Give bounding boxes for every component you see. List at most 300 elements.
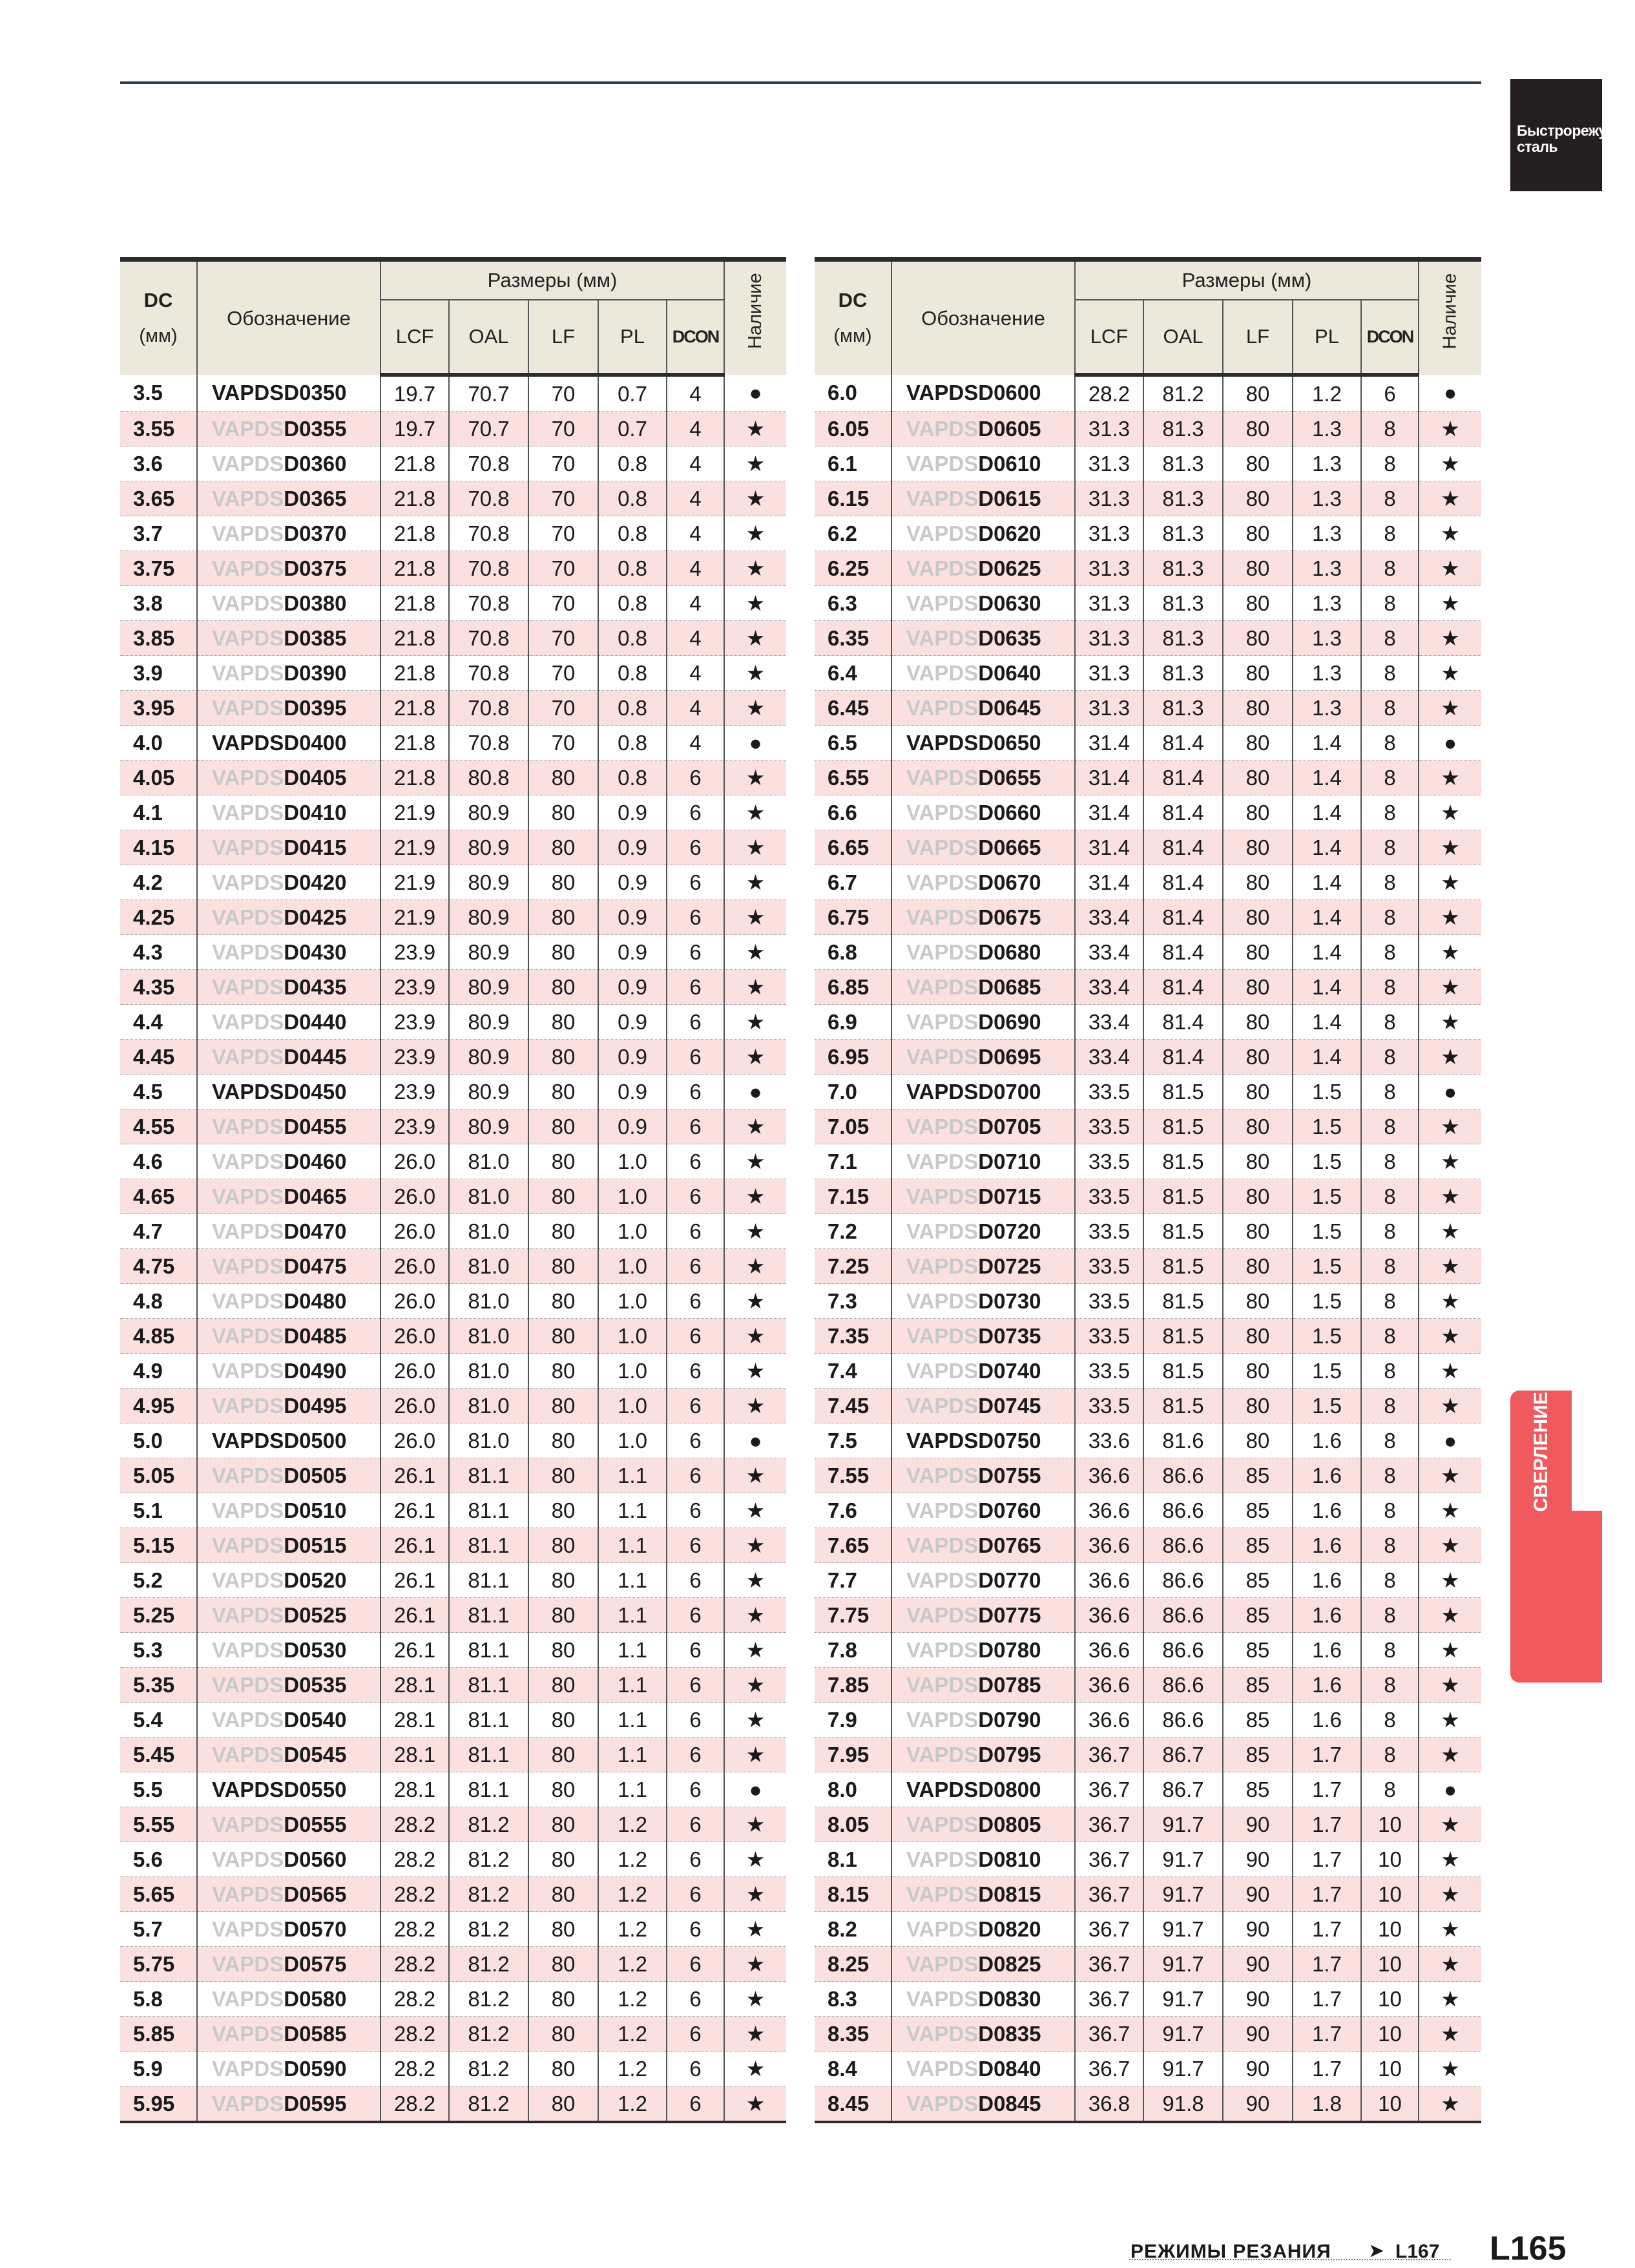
cell-designation: [197, 412, 380, 446]
table-row: [815, 1772, 1481, 1807]
cell-oal: 81.5: [1143, 1109, 1223, 1144]
designation-prefix: VAPDS: [906, 625, 979, 650]
cell-dcon: 8: [1361, 1528, 1419, 1563]
cell-lf: 80: [1223, 1109, 1293, 1144]
star-icon: ★: [1419, 1109, 1481, 1144]
table-row: [120, 516, 786, 551]
star-icon: ★: [1419, 2052, 1481, 2086]
cell-lcf: 23.9: [380, 1040, 449, 1075]
cell-lcf: 21.9: [380, 830, 449, 865]
footer-reference[interactable]: [1129, 2241, 1451, 2260]
cell-lcf: 28.2: [380, 1912, 449, 1947]
cell-lf: 80: [1223, 761, 1293, 795]
cell-lf: 70: [528, 621, 598, 656]
cell-lf: 80: [1223, 656, 1293, 691]
cell-designation: [891, 1144, 1075, 1179]
cell-lf: 70: [528, 375, 598, 412]
designation-prefix: VAPDS: [906, 1009, 979, 1034]
cell-lf: 85: [1223, 1633, 1293, 1668]
material-tab[interactable]: [1510, 79, 1635, 191]
designation-suffix: D0355: [284, 416, 347, 441]
star-icon: ★: [1419, 1807, 1481, 1842]
cell-dcon: 10: [1361, 1982, 1419, 2017]
table-row: [120, 1389, 786, 1423]
cell-oal: 81.4: [1143, 830, 1223, 865]
designation-suffix: D0410: [284, 800, 347, 824]
designation-suffix: D0635: [978, 625, 1041, 650]
designation-suffix: D0405: [284, 765, 347, 790]
cell-lf: 80: [1223, 412, 1293, 446]
table-row: [815, 830, 1481, 865]
table-row: [815, 1109, 1481, 1144]
cell-lcf: 21.8: [380, 761, 449, 795]
cell-dc: 6.3: [815, 586, 891, 621]
cell-dc: 5.3: [120, 1633, 197, 1668]
cell-dcon: 6: [667, 1389, 724, 1423]
cell-dc: 4.65: [120, 1179, 197, 1214]
designation-prefix: VAPDS: [906, 1079, 979, 1104]
cell-lf: 85: [1223, 1598, 1293, 1633]
cell-designation: [197, 1703, 380, 1738]
cell-dcon: 8: [1361, 726, 1419, 761]
cell-lcf: 33.4: [1075, 970, 1143, 1005]
cell-pl: 1.0: [598, 1354, 667, 1389]
cell-oal: 81.4: [1143, 900, 1223, 935]
table-row: [120, 1423, 786, 1458]
cell-oal: 86.7: [1143, 1772, 1223, 1807]
cell-designation: [891, 586, 1075, 621]
cell-pl: 1.2: [598, 2017, 667, 2052]
cell-lf: 70: [528, 551, 598, 586]
cell-lcf: 36.7: [1075, 1842, 1143, 1877]
cell-pl: 0.8: [598, 586, 667, 621]
cell-oal: 80.9: [449, 1005, 528, 1040]
cell-lcf: 33.5: [1075, 1109, 1143, 1144]
designation-prefix: VAPDS: [212, 1533, 284, 1557]
cell-pl: 1.2: [598, 1947, 667, 1982]
cell-designation: [891, 1982, 1075, 2017]
star-icon: ★: [1419, 551, 1481, 586]
designation-prefix: VAPDS: [212, 905, 284, 929]
cell-dc: 6.95: [815, 1040, 891, 1075]
cell-designation: [891, 375, 1075, 412]
designation-suffix: D0700: [978, 1079, 1041, 1104]
designation-suffix: D0375: [284, 556, 347, 580]
designation-prefix: VAPDS: [906, 451, 979, 476]
star-icon: ★: [724, 1807, 786, 1842]
star-icon: ★: [724, 1563, 786, 1598]
cell-dc: 6.25: [815, 551, 891, 586]
cell-pl: 1.4: [1293, 935, 1361, 970]
star-icon: ★: [1419, 621, 1481, 656]
cell-designation: [891, 1109, 1075, 1144]
cell-oal: 81.2: [449, 1842, 528, 1877]
cell-dcon: 6: [667, 1528, 724, 1563]
spec-table-left: [120, 257, 786, 2123]
cell-designation: [891, 481, 1075, 516]
table-row: [815, 1877, 1481, 1912]
cell-dc: 5.4: [120, 1703, 197, 1738]
cell-oal: 70.8: [449, 516, 528, 551]
cell-lf: 80: [1223, 481, 1293, 516]
designation-suffix: D0745: [978, 1393, 1041, 1418]
cell-oal: 91.8: [1143, 2086, 1223, 2123]
designation-suffix: D0520: [284, 1568, 347, 1592]
star-icon: ★: [1419, 1842, 1481, 1877]
designation-suffix: D0715: [978, 1184, 1041, 1208]
designation-prefix: VAPDS: [212, 1323, 284, 1348]
star-icon: ★: [724, 1877, 786, 1912]
header-oal: OAL: [449, 300, 528, 375]
cell-pl: 1.7: [1293, 1982, 1361, 2017]
cell-pl: 1.4: [1293, 1040, 1361, 1075]
designation-prefix: VAPDS: [906, 1951, 979, 1976]
star-icon: ★: [724, 1040, 786, 1075]
cell-pl: 1.4: [1293, 761, 1361, 795]
cell-designation: [197, 1319, 380, 1354]
cell-dcon: 8: [1361, 1389, 1419, 1423]
cell-dcon: 6: [667, 865, 724, 900]
footer-cutting-modes-label[interactable]: РЕЖИМЫ РЕЗАНИЯ: [1130, 2241, 1331, 2262]
cell-lcf: 36.7: [1075, 1738, 1143, 1772]
star-icon: ★: [1419, 1493, 1481, 1528]
star-icon: ★: [724, 1493, 786, 1528]
cell-lf: 80: [528, 1772, 598, 1807]
designation-suffix: D0670: [978, 870, 1041, 894]
cell-dcon: 8: [1361, 1772, 1419, 1807]
star-icon: ★: [1419, 1877, 1481, 1912]
cell-oal: 86.6: [1143, 1528, 1223, 1563]
cell-designation: [197, 1214, 380, 1249]
cell-dc: 7.0: [815, 1075, 891, 1109]
cell-lf: 80: [1223, 1354, 1293, 1389]
cell-designation: [197, 516, 380, 551]
star-icon: ★: [1419, 1703, 1481, 1738]
star-icon: ★: [1419, 761, 1481, 795]
cell-lcf: 28.1: [380, 1668, 449, 1703]
designation-suffix: D0750: [978, 1428, 1041, 1453]
cell-oal: 81.3: [1143, 621, 1223, 656]
designation-suffix: D0400: [284, 730, 347, 755]
cell-lcf: 31.4: [1075, 761, 1143, 795]
cell-dc: 6.65: [815, 830, 891, 865]
cell-pl: 1.1: [598, 1598, 667, 1633]
designation-prefix: VAPDS: [906, 1602, 979, 1627]
cell-designation: [197, 2017, 380, 2052]
cell-dc: 6.35: [815, 621, 891, 656]
cell-oal: 81.0: [449, 1144, 528, 1179]
cell-lf: 80: [528, 1389, 598, 1423]
cell-dcon: 8: [1361, 656, 1419, 691]
cell-oal: 81.4: [1143, 935, 1223, 970]
cell-pl: 0.8: [598, 656, 667, 691]
cell-dc: 8.2: [815, 1912, 891, 1947]
cell-designation: [891, 1703, 1075, 1738]
cell-dc: 7.45: [815, 1389, 891, 1423]
cell-dcon: 4: [667, 621, 724, 656]
cell-pl: 1.4: [1293, 900, 1361, 935]
cell-lf: 80: [1223, 865, 1293, 900]
designation-prefix: VAPDS: [906, 521, 979, 545]
stock-dot-icon: ●: [724, 1772, 786, 1807]
cell-designation: [197, 795, 380, 830]
star-icon: ★: [724, 412, 786, 446]
cell-lf: 85: [1223, 1563, 1293, 1598]
cell-dcon: 4: [667, 551, 724, 586]
cell-lcf: 31.4: [1075, 795, 1143, 830]
cell-oal: 81.5: [1143, 1284, 1223, 1319]
cell-lcf: 36.6: [1075, 1563, 1143, 1598]
cell-dc: 4.1: [120, 795, 197, 830]
cell-lcf: 31.3: [1075, 481, 1143, 516]
cell-designation: [891, 1458, 1075, 1493]
cell-pl: 1.6: [1293, 1703, 1361, 1738]
cell-lf: 80: [528, 1458, 598, 1493]
designation-prefix: VAPDS: [212, 486, 284, 510]
cell-lf: 90: [1223, 1947, 1293, 1982]
cell-designation: [891, 900, 1075, 935]
cell-pl: 1.1: [598, 1772, 667, 1807]
star-icon: ★: [1419, 1389, 1481, 1423]
cell-oal: 91.7: [1143, 1877, 1223, 1912]
designation-prefix: VAPDS: [212, 1637, 284, 1662]
cell-designation: [891, 412, 1075, 446]
cell-pl: 1.4: [1293, 865, 1361, 900]
cell-dc: 3.55: [120, 412, 197, 446]
designation-prefix: VAPDS: [212, 1847, 284, 1871]
designation-suffix: D0760: [978, 1498, 1041, 1522]
cell-dc: 4.35: [120, 970, 197, 1005]
designation-suffix: D0650: [978, 730, 1041, 755]
cell-oal: 81.4: [1143, 761, 1223, 795]
cell-lcf: 33.5: [1075, 1354, 1143, 1389]
cell-designation: [891, 761, 1075, 795]
cell-oal: 81.2: [449, 1982, 528, 2017]
cell-dcon: 6: [667, 935, 724, 970]
cell-dcon: 6: [1361, 375, 1419, 412]
cell-pl: 1.5: [1293, 1319, 1361, 1354]
cell-dcon: 8: [1361, 621, 1419, 656]
cell-lf: 85: [1223, 1458, 1293, 1493]
designation-suffix: D0675: [978, 905, 1041, 929]
table-row: [815, 1842, 1481, 1877]
designation-prefix: VAPDS: [906, 730, 979, 755]
cell-oal: 81.5: [1143, 1214, 1223, 1249]
cell-pl: 1.6: [1293, 1423, 1361, 1458]
cell-pl: 0.9: [598, 935, 667, 970]
cell-dcon: 10: [1361, 2052, 1419, 2086]
star-icon: ★: [1419, 586, 1481, 621]
designation-prefix: VAPDS: [212, 800, 284, 824]
star-icon: ★: [724, 1598, 786, 1633]
cell-lcf: 28.2: [380, 2017, 449, 2052]
footer-page-ref[interactable]: L167: [1395, 2241, 1440, 2262]
table-row: [120, 795, 786, 830]
cell-dcon: 6: [667, 1703, 724, 1738]
cell-dc: 4.8: [120, 1284, 197, 1319]
designation-suffix: D0485: [284, 1323, 347, 1348]
cell-dc: 4.75: [120, 1249, 197, 1284]
cell-dc: 6.75: [815, 900, 891, 935]
table-row: [120, 1877, 786, 1912]
designation-suffix: D0585: [284, 2021, 347, 2046]
cell-pl: 1.2: [598, 2052, 667, 2086]
cell-oal: 81.1: [449, 1563, 528, 1598]
star-icon: ★: [1419, 1947, 1481, 1982]
cell-dcon: 6: [667, 1109, 724, 1144]
cell-pl: 1.4: [1293, 970, 1361, 1005]
star-icon: ★: [724, 1633, 786, 1668]
cell-pl: 1.3: [1293, 621, 1361, 656]
header-dcon: DCON: [667, 300, 724, 375]
designation-prefix: VAPDS: [906, 800, 979, 824]
designation-suffix: D0620: [978, 521, 1041, 545]
cell-pl: 1.4: [1293, 1005, 1361, 1040]
cell-pl: 1.5: [1293, 1179, 1361, 1214]
designation-prefix: VAPDS: [906, 1637, 979, 1662]
table-row: [815, 691, 1481, 726]
cell-oal: 80.9: [449, 970, 528, 1005]
cell-lcf: 36.7: [1075, 1877, 1143, 1912]
cell-dcon: 6: [667, 2086, 724, 2123]
star-icon: ★: [724, 795, 786, 830]
cell-designation: [197, 551, 380, 586]
table-row: [815, 1458, 1481, 1493]
cell-dc: 7.3: [815, 1284, 891, 1319]
cell-dc: 7.95: [815, 1738, 891, 1772]
header-pl: PL: [598, 300, 667, 375]
designation-prefix: VAPDS: [212, 940, 284, 964]
cell-designation: [197, 1249, 380, 1284]
table-row: [120, 1040, 786, 1075]
designation-suffix: D0710: [978, 1149, 1041, 1173]
cell-dc: 5.85: [120, 2017, 197, 2052]
cell-oal: 81.0: [449, 1214, 528, 1249]
cell-lcf: 26.0: [380, 1423, 449, 1458]
cell-lcf: 33.5: [1075, 1389, 1143, 1423]
cell-dc: 3.9: [120, 656, 197, 691]
designation-prefix: VAPDS: [906, 940, 979, 964]
cell-dc: 8.05: [815, 1807, 891, 1842]
designation-suffix: D0830: [978, 1986, 1041, 2011]
cell-pl: 1.1: [598, 1493, 667, 1528]
stock-dot-icon: ●: [724, 1423, 786, 1458]
designation-prefix: VAPDS: [906, 1254, 979, 1278]
cell-lf: 90: [1223, 1877, 1293, 1912]
table-row: [120, 726, 786, 761]
designation-suffix: D0395: [284, 695, 347, 720]
cell-designation: [197, 1912, 380, 1947]
cell-dcon: 4: [667, 586, 724, 621]
cell-dcon: 4: [667, 481, 724, 516]
cell-dcon: 6: [667, 1144, 724, 1179]
star-icon: ★: [1419, 1354, 1481, 1389]
star-icon: ★: [1419, 1284, 1481, 1319]
cell-lf: 80: [528, 1040, 598, 1075]
star-icon: ★: [1419, 516, 1481, 551]
cell-dc: 4.25: [120, 900, 197, 935]
cell-lf: 70: [528, 656, 598, 691]
star-icon: ★: [1419, 970, 1481, 1005]
cell-pl: 0.9: [598, 900, 667, 935]
table-row: [120, 1982, 786, 2017]
cell-dcon: 6: [667, 2017, 724, 2052]
designation-prefix: VAPDS: [212, 451, 284, 476]
cell-oal: 81.3: [1143, 586, 1223, 621]
cell-lcf: 28.2: [380, 1982, 449, 2017]
cell-pl: 1.6: [1293, 1528, 1361, 1563]
cell-dc: 6.45: [815, 691, 891, 726]
designation-suffix: D0765: [978, 1533, 1041, 1557]
table-row: [120, 621, 786, 656]
cell-lcf: 33.5: [1075, 1249, 1143, 1284]
cell-oal: 81.2: [449, 2052, 528, 2086]
cell-oal: 81.1: [449, 1493, 528, 1528]
header-dimensions: Размеры (мм): [380, 260, 724, 300]
cell-dc: 5.9: [120, 2052, 197, 2086]
designation-suffix: D0665: [978, 835, 1041, 859]
star-icon: ★: [724, 1738, 786, 1772]
designation-prefix: VAPDS: [906, 486, 979, 510]
cell-lf: 80: [528, 2052, 598, 2086]
designation-prefix: VAPDS: [212, 835, 284, 859]
cell-lcf: 23.9: [380, 1109, 449, 1144]
cell-lcf: 28.2: [380, 2052, 449, 2086]
cell-pl: 1.5: [1293, 1284, 1361, 1319]
cell-pl: 1.6: [1293, 1458, 1361, 1493]
cell-oal: 81.0: [449, 1249, 528, 1284]
cell-designation: [197, 1493, 380, 1528]
cell-lcf: 36.7: [1075, 1807, 1143, 1842]
cell-dcon: 8: [1361, 1284, 1419, 1319]
cell-oal: 81.0: [449, 1284, 528, 1319]
cell-lcf: 21.8: [380, 481, 449, 516]
cell-oal: 81.1: [449, 1598, 528, 1633]
cell-dc: 4.6: [120, 1144, 197, 1179]
cell-oal: 81.5: [1143, 1144, 1223, 1179]
designation-suffix: D0550: [284, 1777, 347, 1801]
cell-oal: 81.0: [449, 1389, 528, 1423]
cell-designation: [891, 516, 1075, 551]
star-icon: ★: [724, 1912, 786, 1947]
designation-suffix: D0455: [284, 1114, 347, 1139]
cell-pl: 1.6: [1293, 1598, 1361, 1633]
header-dc-unit: (мм): [833, 326, 872, 346]
cell-dcon: 6: [667, 795, 724, 830]
cell-lcf: 31.4: [1075, 830, 1143, 865]
cell-lcf: 26.1: [380, 1493, 449, 1528]
designation-suffix: D0440: [284, 1009, 347, 1034]
cell-dc: 8.4: [815, 2052, 891, 2086]
cell-oal: 81.2: [449, 2017, 528, 2052]
cell-lf: 80: [1223, 586, 1293, 621]
designation-prefix: VAPDS: [906, 660, 979, 685]
cell-pl: 1.7: [1293, 1738, 1361, 1772]
table-row: [815, 970, 1481, 1005]
cell-pl: 1.0: [598, 1389, 667, 1423]
star-icon: ★: [1419, 830, 1481, 865]
cell-designation: [891, 1389, 1075, 1423]
cell-lf: 80: [528, 1423, 598, 1458]
header-dc-label: DC: [838, 289, 868, 311]
cell-lcf: 36.6: [1075, 1528, 1143, 1563]
cell-lcf: 33.4: [1075, 900, 1143, 935]
cell-dc: 6.2: [815, 516, 891, 551]
designation-prefix: VAPDS: [906, 1742, 979, 1767]
cell-dc: 7.25: [815, 1249, 891, 1284]
cell-lf: 90: [1223, 1982, 1293, 2017]
cell-designation: [197, 1109, 380, 1144]
